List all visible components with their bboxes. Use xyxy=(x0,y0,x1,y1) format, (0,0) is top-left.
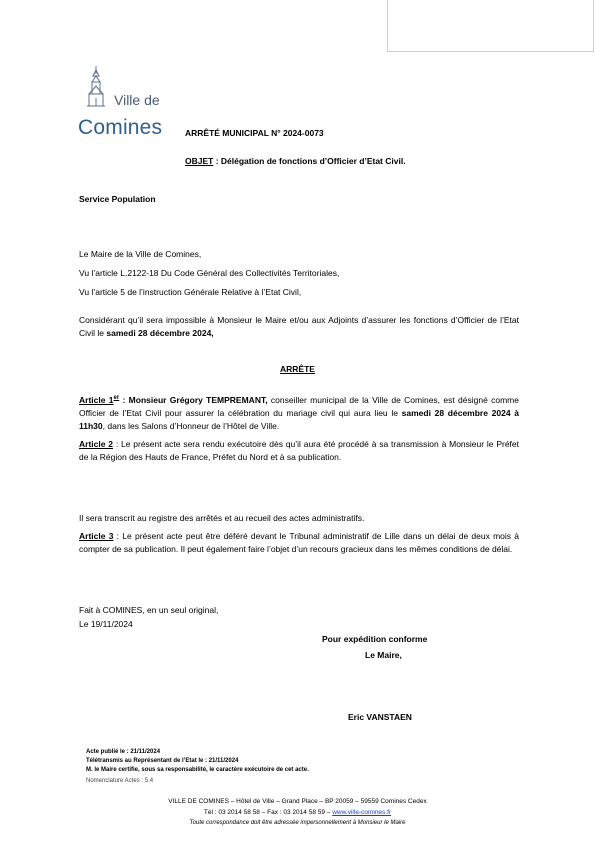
considerant-date: samedi 28 décembre 2024, xyxy=(106,328,214,338)
article-2 xyxy=(79,438,519,464)
expedition-conforme: Pour expédition conforme xyxy=(322,634,428,644)
article-1-text: conseiller municipal de la Ville de Comines, est désigné comme Officier de l’Etat Civil pour assurer la célébration du mariage civil qui aura lieu le xyxy=(79,394,519,418)
article-2-label: Article 2 xyxy=(79,439,113,449)
article-1 xyxy=(79,392,519,433)
objet-line xyxy=(185,155,406,168)
considerant-text: Considérant qu’il sera impossible à Monsieur le Maire et/ou aux Adjoints d’assurer les fonctions d’Officier de l’Etat Civil le xyxy=(79,315,519,338)
article-3 xyxy=(79,530,519,556)
footer-contact xyxy=(0,808,595,817)
service-label: Service Population xyxy=(79,194,156,204)
intro-vu-1: Vu l’article L.2122-18 Du Code Général des Collectivités Territoriales, xyxy=(79,268,340,278)
intro-maire: Le Maire de la Ville de Comines, xyxy=(79,249,202,259)
objet-label: OBJET xyxy=(185,156,214,166)
fait-a: Fait à COMINES, en un seul original, xyxy=(79,605,219,615)
publication-date: Acte publié le : 21/11/2024 xyxy=(86,749,161,755)
footer-phone: Tél : 03 2014 58 58 – Fax : 03 2014 58 59 – xyxy=(203,809,333,816)
footer-address: VILLE DE COMINES – Hôtel de Ville – Grand Place – BP 20059 – 59559 Comines Cedex xyxy=(168,798,427,805)
logo-ville-text: Ville de xyxy=(114,92,160,108)
executoire-certification: M. le Maire certifie, sous sa responsabilité, le caractère exécutoire de cet acte. xyxy=(86,767,309,773)
footer-website-link[interactable]: www.ville-comines.fr xyxy=(332,809,392,816)
article-1-date: samedi 28 décembre 2024 à 11h30 xyxy=(79,407,519,431)
article-1-name: : Monsieur Grégory TEMPREMANT, xyxy=(119,394,268,405)
article-2-transcription: Il sera transcrit au registre des arrêtés et au recueil des actes administratifs. xyxy=(79,513,365,523)
article-2-text: : Le présent acte sera rendu exécutoire dès qu’il aura été procédé à sa transmission à Monsieur le Préfet de la Région des Hauts de France, Préfet du Nord et à sa publication. xyxy=(79,439,519,462)
logo-comines-text: Comines xyxy=(78,116,163,139)
logo xyxy=(78,64,178,140)
article-1-sup: er xyxy=(113,395,120,401)
article-3-text: : Le présent acte peut être déféré devant le Tribunal administratif de Lille dans un délai de deux mois à compter de sa publication. Il peut également faire l’objet d’un recours gracieux dans les mêmes conditions de délai. xyxy=(79,531,520,554)
signature-name: Eric VANSTAEN xyxy=(348,712,412,722)
footer-note: Toute correspondance doit être adressée impersonnellement à Monsieur le Maire xyxy=(189,820,406,826)
considerant-paragraph xyxy=(79,314,519,340)
arrete-heading: ARRÊTE xyxy=(280,364,315,374)
article-3-label: Article 3 xyxy=(79,531,114,541)
objet-text: : Délégation de fonctions d’Officier d’Etat Civil. xyxy=(213,156,406,166)
article-1-label: Article 1 xyxy=(79,394,114,405)
article-1-end: , dans les Salons d’Honneur de l’Hôtel de Ville. xyxy=(102,420,280,431)
stamp-box xyxy=(387,0,594,52)
arrete-title: ARRÊTÉ MUNICIPAL N° 2024-0073 xyxy=(185,128,324,138)
teletransmission-date: Télétransmis au Représentant de l’Etat le : 21/11/2024 xyxy=(86,758,239,764)
nomenclature: Nomenclature Actes : 5.4 xyxy=(86,778,154,784)
intro-vu-2: Vu l’article 5 de l’instruction Générale Relative à l’Etat Civil, xyxy=(79,287,302,297)
fait-date: Le 19/11/2024 xyxy=(79,619,133,629)
le-maire: Le Maire, xyxy=(365,650,402,660)
